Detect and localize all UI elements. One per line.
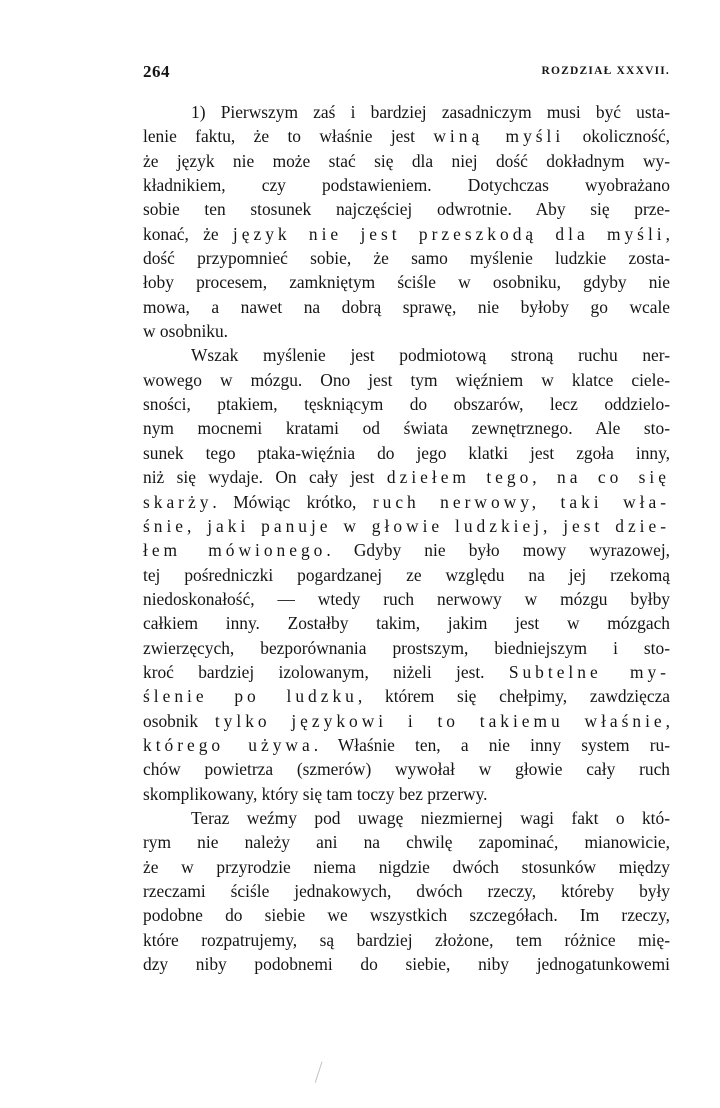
text-segment: sunek tego ptaka-więźnia do jego klatki jest zgoła inny, [143, 442, 670, 463]
text-line [143, 197, 670, 221]
spaced-emphasis: którego używa [143, 734, 314, 755]
text-line [143, 416, 670, 440]
spaced-emphasis: ruch nerwowy, taki wła- [372, 491, 670, 512]
body-text [143, 100, 670, 976]
text-segment: łoby procesem, zamkniętym ściśle w osobniku, gdyby nie [143, 272, 670, 293]
text-segment: dzy niby podobnemi do siebie, niby jednogatunkowemi [143, 954, 670, 975]
text-segment: kładnikiem, czy podstawieniem. Dotychczas wyobrażano [143, 175, 670, 196]
text-line [143, 928, 670, 952]
text-line [143, 465, 670, 489]
spaced-emphasis: winą myśli [433, 126, 565, 147]
text-segment: że język nie może stać się dla niej dość dokładnym wy- [143, 150, 670, 171]
text-segment: które rozpatrujemy, są bardziej złożone, tem różnice mię- [143, 929, 670, 950]
text-segment: Wszak myślenie jest podmiotową stroną ruchu ner- [191, 345, 670, 366]
text-segment: sobie ten stosunek najczęściej odwrotnie. Aby się prze- [143, 199, 670, 220]
text-line [143, 636, 670, 660]
page-number: 264 [143, 62, 170, 81]
text-line [143, 903, 670, 927]
text-segment: w osobniku. [143, 321, 229, 342]
text-segment: wowego w mózgu. Ono jest tym więźniem w klatce ciele- [143, 369, 670, 390]
text-segment: . Mówiąc krótko, [212, 491, 373, 512]
text-segment: sności, ptakiem, tęskniącym do obszarów, lecz oddzielo- [143, 394, 670, 415]
text-segment: lenie faktu, że to właśnie jest [143, 126, 434, 147]
text-line [143, 782, 670, 806]
text-segment: niż się wydaje. On cały jest [143, 467, 387, 488]
text-segment: konać, że [143, 223, 233, 244]
text-segment: rym nie należy ani na chwilę zapominać, mianowicie, [143, 832, 670, 853]
text-segment: okoliczność, [564, 126, 671, 147]
text-segment: dość przypomnieć sobie, że samo myślenie ludzkie zosta- [143, 248, 670, 269]
spaced-emphasis: ślenie po ludzku [143, 686, 358, 707]
text-line [143, 806, 670, 830]
text-segment: tej pośredniczki pogardzanej ze względu na jej rzekomą [143, 564, 670, 585]
spaced-emphasis: skarży [143, 491, 213, 512]
text-line [143, 855, 670, 879]
text-segment: , [665, 710, 670, 731]
text-line [143, 587, 670, 611]
spaced-emphasis: śnie, jaki panuje w głowie ludzkiej, jest dzie- [143, 515, 670, 536]
text-segment: rzeczami ściśle jednakowych, dwóch rzeczy, któreby były [143, 881, 670, 901]
text-line [143, 441, 670, 465]
text-segment: że w przyrodzie niema nigdzie dwóch stosunków między [143, 856, 670, 877]
text-segment: niedoskonałość, — wtedy ruch nerwowy w mózgu byłby [143, 588, 670, 609]
text-line [143, 392, 670, 416]
text-segment: podobne do siebie we wszystkich szczegółach. Im rzeczy, [143, 905, 670, 926]
text-line [143, 757, 670, 781]
text-line [143, 684, 670, 708]
text-segment: całkiem inny. Zostałby takim, jakim jest w mózgach [143, 613, 670, 634]
text-segment: 1) Pierwszym zaś i bardziej zasadniczym musi być usta- [191, 102, 670, 122]
text-line [143, 343, 670, 367]
text-line [143, 514, 670, 538]
text-line [143, 173, 670, 197]
spaced-emphasis: dziełem tego, na co się [386, 467, 670, 488]
spaced-emphasis: łem mówionego [143, 540, 327, 561]
text-line [143, 368, 670, 392]
text-segment: Teraz weźmy pod uwagę niezmiernej wagi fakt o któ- [191, 807, 670, 828]
text-line [143, 538, 670, 562]
stray-pencil-mark [315, 1061, 328, 1084]
text-line [143, 270, 670, 294]
spaced-emphasis: język nie jest przeszkodą dla myśli [232, 223, 666, 244]
text-line [143, 952, 670, 976]
text-line [143, 879, 670, 903]
text-segment: mowa, a nawet na dobrą sprawę, nie byłoby go wcale [143, 296, 670, 317]
text-segment: , [665, 223, 670, 244]
text-line [143, 611, 670, 635]
text-line [143, 319, 670, 343]
text-segment: zwierzęcych, bezporównania prostszym, biedniejszym i sto- [143, 637, 670, 658]
text-segment: . Właśnie ten, a nie inny system ru- [313, 734, 670, 755]
text-line [143, 709, 670, 733]
text-line [143, 222, 670, 246]
text-line [143, 149, 670, 173]
text-line [143, 295, 670, 319]
text-line [143, 124, 670, 148]
page-header [143, 62, 670, 86]
text-line [143, 660, 670, 684]
running-head: ROZDZIAŁ XXXVII. [541, 65, 670, 77]
text-line [143, 830, 670, 854]
text-line [143, 246, 670, 270]
text-segment: nym mocnemi kratami od świata zewnętrznego. Ale sto- [143, 418, 670, 439]
text-line [143, 490, 670, 514]
spaced-emphasis: Subtelne my- [508, 661, 670, 682]
text-line [143, 563, 670, 587]
text-line [143, 733, 670, 757]
spaced-emphasis: tylko językowi i to takiemu właśnie [214, 710, 666, 731]
text-segment: chów powietrza (szmerów) wywołał w głowie cały ruch [143, 759, 670, 780]
text-segment: skomplikowany, który się tam toczy bez przerwy. [143, 783, 488, 804]
text-segment: , którem się chełpimy, zawdzięcza [357, 686, 671, 707]
text-line [143, 100, 670, 124]
text-segment: kroć bardziej izolowanym, niżeli jest. [143, 661, 509, 682]
text-segment: osobnik [143, 710, 215, 731]
text-segment: . Gdyby nie było mowy wyrazowej, [326, 540, 671, 561]
